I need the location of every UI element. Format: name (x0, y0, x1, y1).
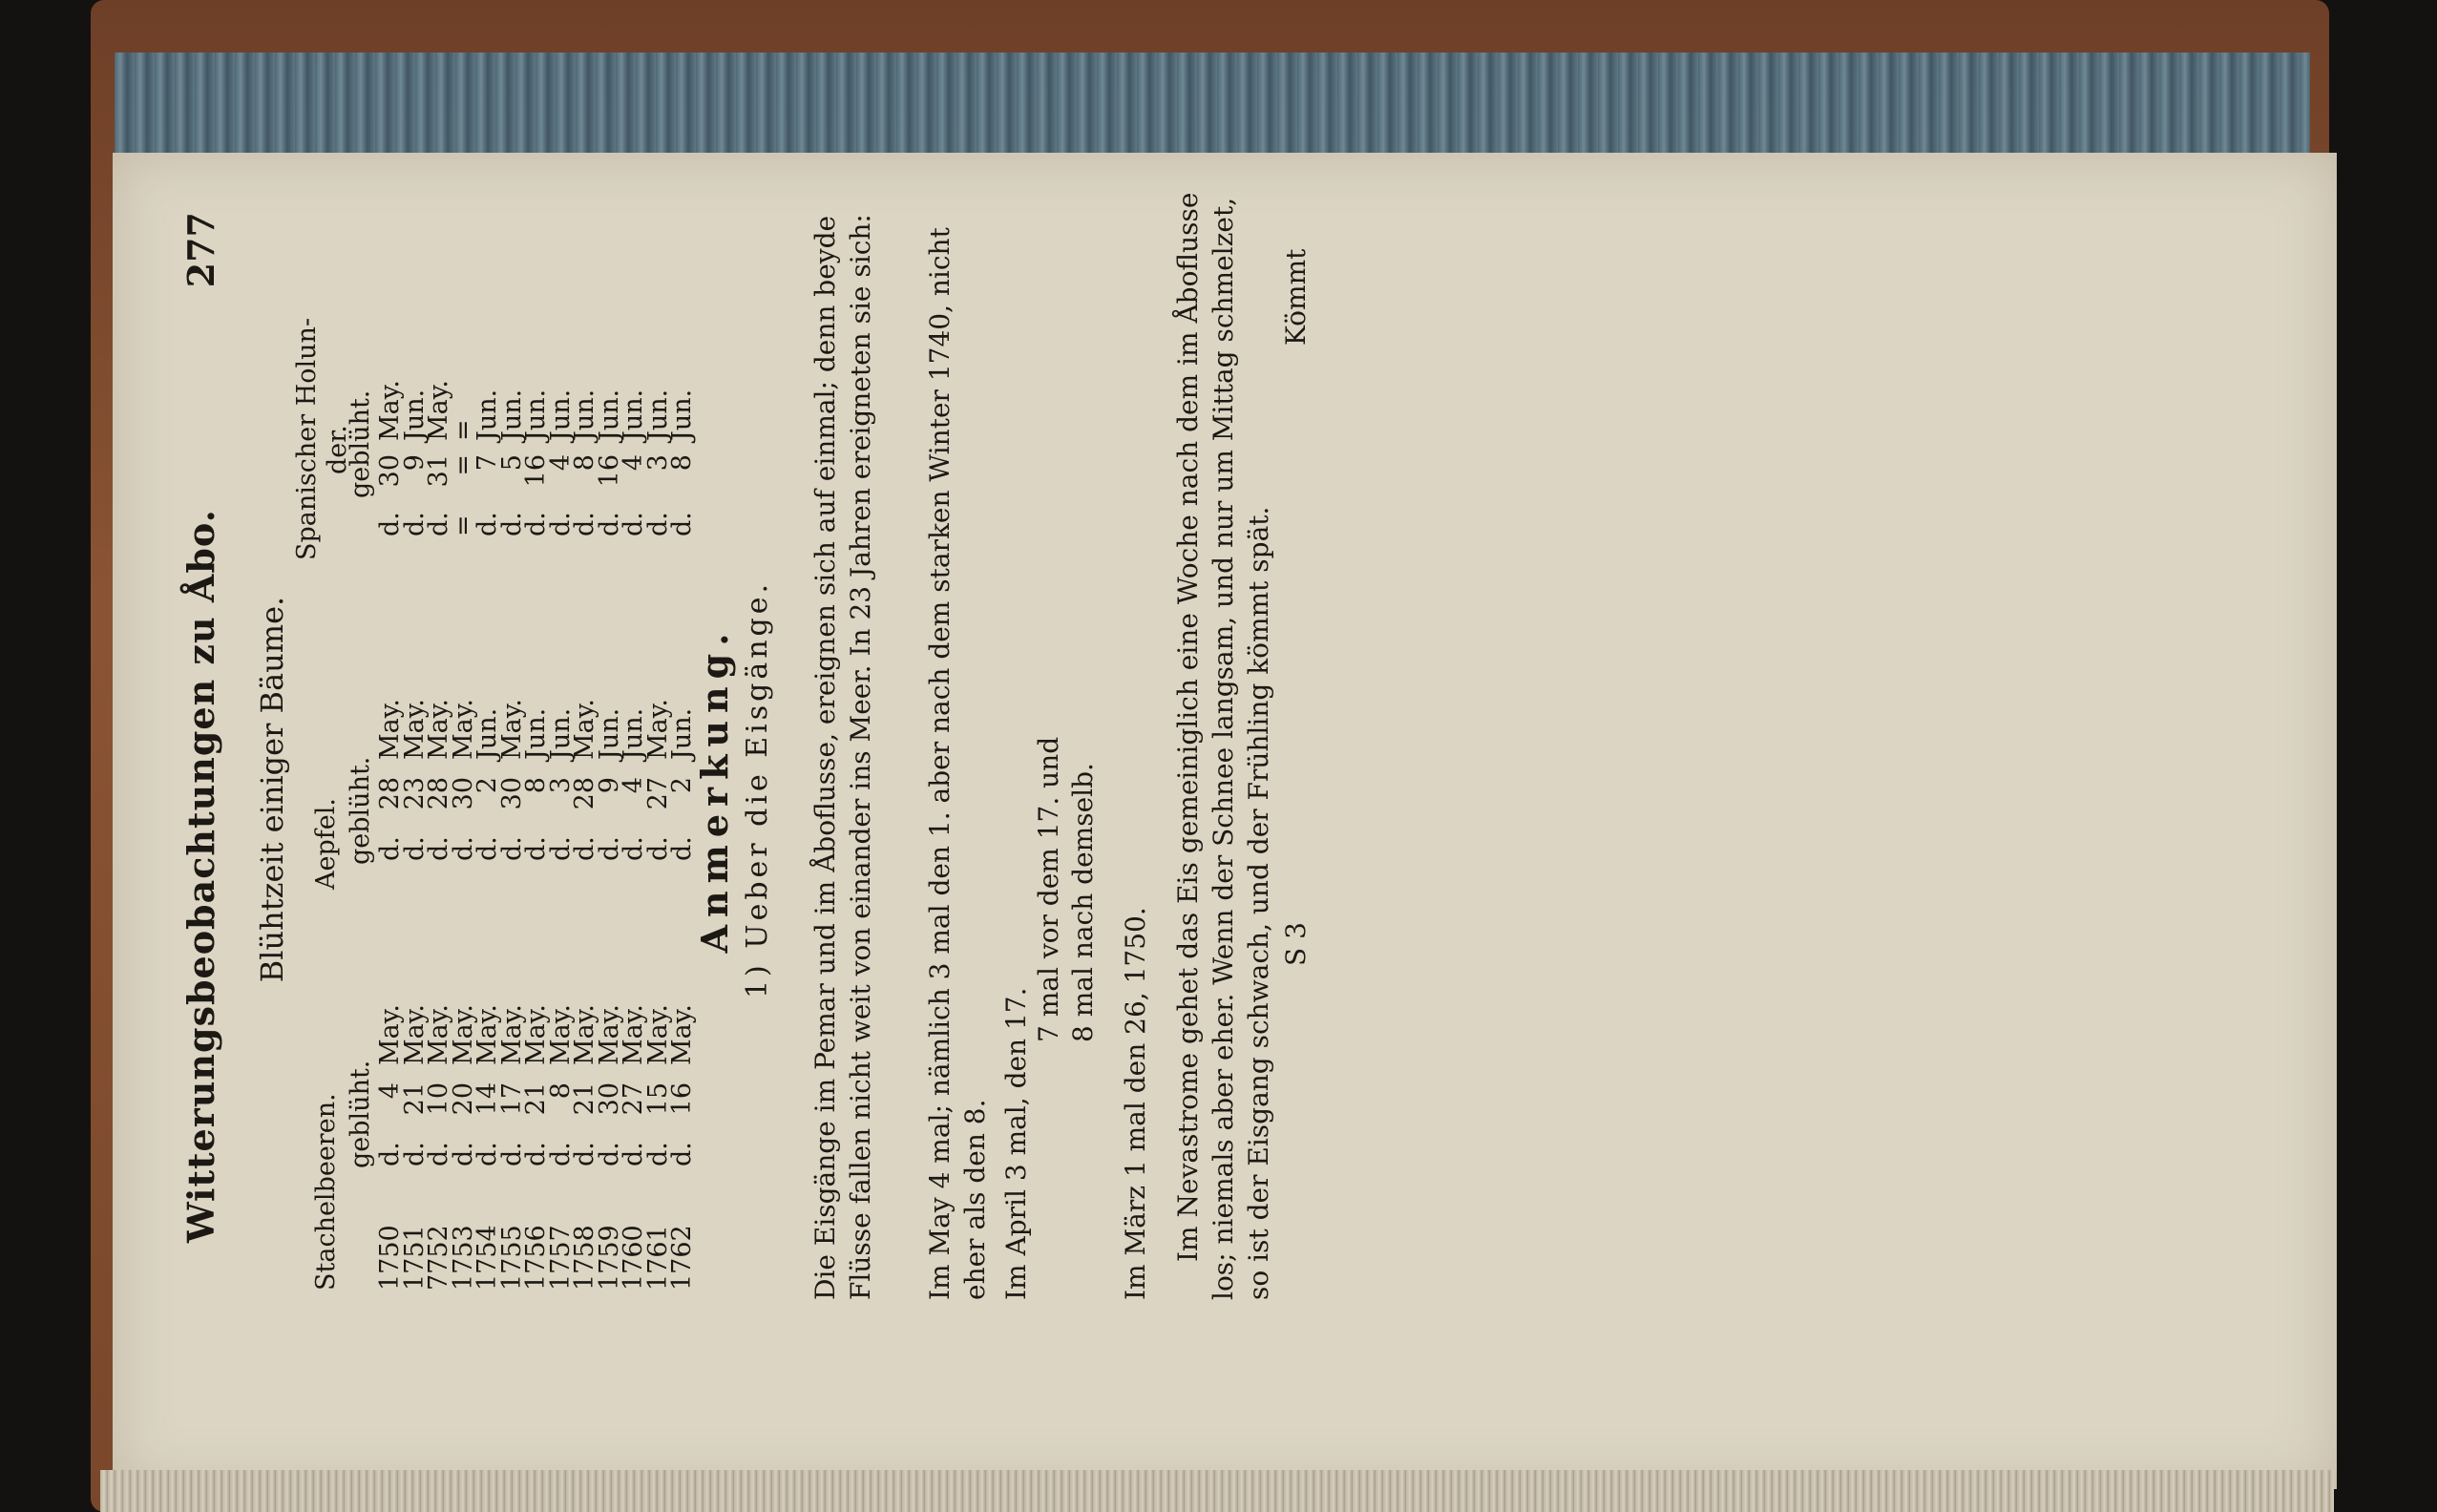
table-cell-v1: 4 (375, 1082, 405, 1100)
table-cell-m2: Jun. (594, 707, 624, 760)
table-cell-v3: 9 (399, 454, 430, 472)
table-cell-v1: 17 (496, 1082, 527, 1116)
table-cell-v1: 20 (448, 1082, 478, 1116)
table-cell-d3: d. (642, 512, 673, 536)
table-cell-d1: d. (473, 1142, 502, 1166)
table-cell-v2: 27 (642, 777, 673, 810)
table-cell-m1: May. (448, 1004, 478, 1065)
table-cell-m2: May. (424, 699, 453, 760)
table-cell-v3: 16 (594, 454, 624, 488)
table-cell-v1: 21 (570, 1082, 599, 1116)
table-cell-d1: d. (570, 1142, 599, 1166)
table-cell-m2: May. (399, 699, 430, 760)
table-cell-d3: d. (424, 512, 453, 536)
table-cell-v1: 16 (667, 1082, 697, 1116)
column-header-elder-line2: der. (323, 425, 352, 474)
table-cell-year: 1756 (521, 1225, 551, 1291)
table-cell-year: 1751 (399, 1225, 430, 1291)
column-subheader-1: geblüht. (346, 1060, 375, 1168)
table-cell-v2: 2 (473, 777, 502, 794)
table-cell-d3: d. (570, 512, 599, 536)
table-cell-d1: d. (448, 1142, 478, 1166)
table-cell-d3: d. (545, 512, 576, 536)
table-cell-m2: Jun. (473, 707, 502, 760)
table-cell-d1: d. (496, 1142, 527, 1166)
column-header-gooseberries: Stachelbeeren. (311, 1093, 341, 1291)
table-cell-v2: 28 (570, 777, 599, 810)
table-cell-year: 1759 (594, 1225, 624, 1291)
table-cell-year: 1750 (375, 1225, 405, 1291)
table-cell-v1: 15 (642, 1082, 673, 1116)
table-cell-d2: d. (545, 836, 576, 861)
table-cell-v3: 7 (473, 454, 502, 472)
table-cell-m1: May. (496, 1004, 527, 1065)
table-cell-d2: d. (399, 836, 430, 861)
paragraph-april-before: 7 mal vor dem 17. und (1033, 736, 1064, 1042)
paragraph-may: Im May 4 mal; nämlich 3 mal den 1. aber nach dem starken Winter 1740, nicht eher als den 8. (924, 227, 991, 1300)
table-cell-m3: = (448, 419, 478, 441)
table-cell-d2: d. (642, 836, 673, 861)
table-cell-year: 1758 (570, 1225, 599, 1291)
table-cell-d2: d. (594, 836, 624, 861)
paragraph-april: Im April 3 mal, den 17. (1000, 987, 1032, 1300)
table-cell-m3: Jun. (399, 388, 430, 441)
table-cell-v3: 8 (667, 454, 697, 472)
table-cell-v1: 30 (594, 1082, 624, 1116)
table-cell-v2: 4 (619, 777, 648, 794)
paragraph-ice-breakup: Die Eisgänge im Pemar und im Åboflusse, ereignen sich auf einmal; denn beyde Flüsse fallen nicht weit von einander ins Meer. In 23 Jahren ereigneten sie sich: (809, 214, 876, 1300)
table-cell-v1: 21 (399, 1082, 430, 1116)
table-cell-year: 1755 (496, 1225, 527, 1291)
catchword: Kömmt (1280, 248, 1312, 346)
table-cell-d3: d. (496, 512, 527, 536)
rotated-page-text (158, 107, 2278, 1405)
table-cell-v2: 9 (594, 777, 624, 794)
table-cell-d1: d. (545, 1142, 576, 1166)
table-cell-m3: Jun. (473, 388, 502, 441)
table-cell-v3: 3 (642, 454, 673, 472)
table-cell-year: 1753 (448, 1225, 478, 1291)
table-cell-v3: 31 (424, 454, 453, 488)
table-cell-year: 1762 (667, 1225, 697, 1291)
table-cell-d2: d. (496, 836, 527, 861)
table-cell-v1: 10 (424, 1082, 453, 1116)
table-cell-d3: = (448, 514, 478, 536)
table-cell-d1: d. (375, 1142, 405, 1166)
table-cell-d2: d. (570, 836, 599, 861)
table-cell-m1: May. (594, 1004, 624, 1065)
table-cell-v3: = (448, 454, 478, 476)
running-header (179, 107, 222, 1405)
table-cell-m3: Jun. (619, 388, 648, 441)
table-cell-m1: May. (424, 1004, 453, 1065)
table-cell-m3: Jun. (642, 388, 673, 441)
table-cell-v3: 4 (545, 454, 576, 472)
table-cell-d1: d. (619, 1142, 648, 1166)
table-cell-m3: Jun. (496, 388, 527, 441)
table-cell-v1: 8 (545, 1082, 576, 1100)
table-cell-m2: May. (496, 699, 527, 760)
running-title: Witterungsbeobachtungen zu Åbo. (179, 509, 222, 1243)
section-heading: 1) Ueber die Eisgänge. (741, 579, 774, 999)
table-cell-d1: d. (642, 1142, 673, 1166)
table-cell-d2: d. (667, 836, 697, 861)
table-cell-d2: d. (473, 836, 502, 861)
table-cell-m1: May. (545, 1004, 576, 1065)
table-cell-d2: d. (375, 836, 405, 861)
table-cell-d3: d. (594, 512, 624, 536)
table-cell-m1: May. (399, 1004, 430, 1065)
column-subheader-2: geblüht. (346, 756, 375, 865)
table-title: Blühtzeit einiger Bäume. (254, 596, 290, 983)
table-cell-m1: May. (642, 1004, 673, 1065)
table-cell-year: 7752 (424, 1225, 453, 1291)
table-cell-d1: d. (667, 1142, 697, 1166)
table-cell-v2: 28 (424, 777, 453, 810)
table-cell-v3: 16 (521, 454, 551, 488)
table-cell-v2: 30 (496, 777, 527, 810)
table-cell-v2: 23 (399, 777, 430, 810)
table-cell-year: 1754 (473, 1225, 502, 1291)
table-cell-v1: 21 (521, 1082, 551, 1116)
table-cell-m2: Jun. (619, 707, 648, 760)
table-cell-d2: d. (619, 836, 648, 861)
table-cell-v3: 30 (375, 454, 405, 488)
table-cell-d1: d. (424, 1142, 453, 1166)
paragraph-march: Im März 1 mal den 26, 1750. (1120, 907, 1151, 1300)
table-cell-d3: d. (399, 512, 430, 536)
table-cell-year: 1761 (642, 1225, 673, 1291)
table-cell-year: 1757 (545, 1225, 576, 1291)
table-cell-d2: d. (424, 836, 453, 861)
note-heading: Anmerkung. (693, 625, 736, 954)
table-cell-v2: 3 (545, 777, 576, 794)
table-cell-m3: Jun. (545, 388, 576, 441)
column-header-elder-line1: Spanischer Holun- (292, 317, 322, 560)
table-cell-m3: Jun. (521, 388, 551, 441)
table-cell-v3: 4 (619, 454, 648, 472)
table-cell-d3: d. (667, 512, 697, 536)
signature-mark: S 3 (1280, 922, 1312, 966)
table-cell-m2: May. (448, 699, 478, 760)
table-cell-d1: d. (399, 1142, 430, 1166)
table-cell-d3: d. (473, 512, 502, 536)
table-cell-m1: May. (521, 1004, 551, 1065)
page-stack-edge (100, 1470, 2334, 1512)
table-cell-v2: 30 (448, 777, 478, 810)
table-cell-v1: 27 (619, 1082, 648, 1116)
table-cell-m1: May. (570, 1004, 599, 1065)
table-cell-year: 1760 (619, 1225, 648, 1291)
table-cell-v2: 2 (667, 777, 697, 794)
table-cell-m3: Jun. (594, 388, 624, 441)
table-cell-m1: May. (619, 1004, 648, 1065)
table-cell-m2: May. (642, 699, 673, 760)
table-cell-d1: d. (594, 1142, 624, 1166)
table-cell-m2: May. (375, 699, 405, 760)
table-cell-d2: d. (448, 836, 478, 861)
table-cell-v1: 14 (473, 1082, 502, 1116)
table-cell-d1: d. (521, 1142, 551, 1166)
table-cell-d3: d. (375, 512, 405, 536)
table-cell-m1: May. (375, 1004, 405, 1065)
page-number: 277 (179, 212, 222, 288)
table-cell-m2: May. (570, 699, 599, 760)
column-header-apples: Aepfel. (311, 798, 341, 890)
table-cell-v2: 28 (375, 777, 405, 810)
table-cell-m2: Jun. (667, 707, 697, 760)
column-subheader-3: geblüht. (346, 389, 375, 498)
table-cell-d3: d. (521, 512, 551, 536)
paragraph-neva: Im Nevastrome gehet das Eis gemeiniglich eine Woche nach dem im Åboflusse los; niemals aber eher. Wenn der Schnee langsam, und nur um Mittag schmelzet, so ist der Eisgang schwach, und der Frühling kömmt spät. (1172, 192, 1274, 1300)
table-cell-m3: Jun. (570, 388, 599, 441)
table-cell-d3: d. (619, 512, 648, 536)
table-cell-d2: d. (521, 836, 551, 861)
table-cell-m3: May. (375, 380, 405, 441)
table-cell-m1: May. (473, 1004, 502, 1065)
table-cell-m2: Jun. (545, 707, 576, 760)
table-cell-v3: 8 (570, 454, 599, 472)
table-cell-m3: Jun. (667, 388, 697, 441)
table-cell-m3: May. (424, 380, 453, 441)
table-cell-m1: May. (667, 1004, 697, 1065)
paragraph-april-after: 8 mal nach demselb. (1067, 763, 1099, 1042)
table-cell-v2: 8 (521, 777, 551, 794)
table-cell-v3: 5 (496, 454, 527, 472)
table-cell-m2: Jun. (521, 707, 551, 760)
